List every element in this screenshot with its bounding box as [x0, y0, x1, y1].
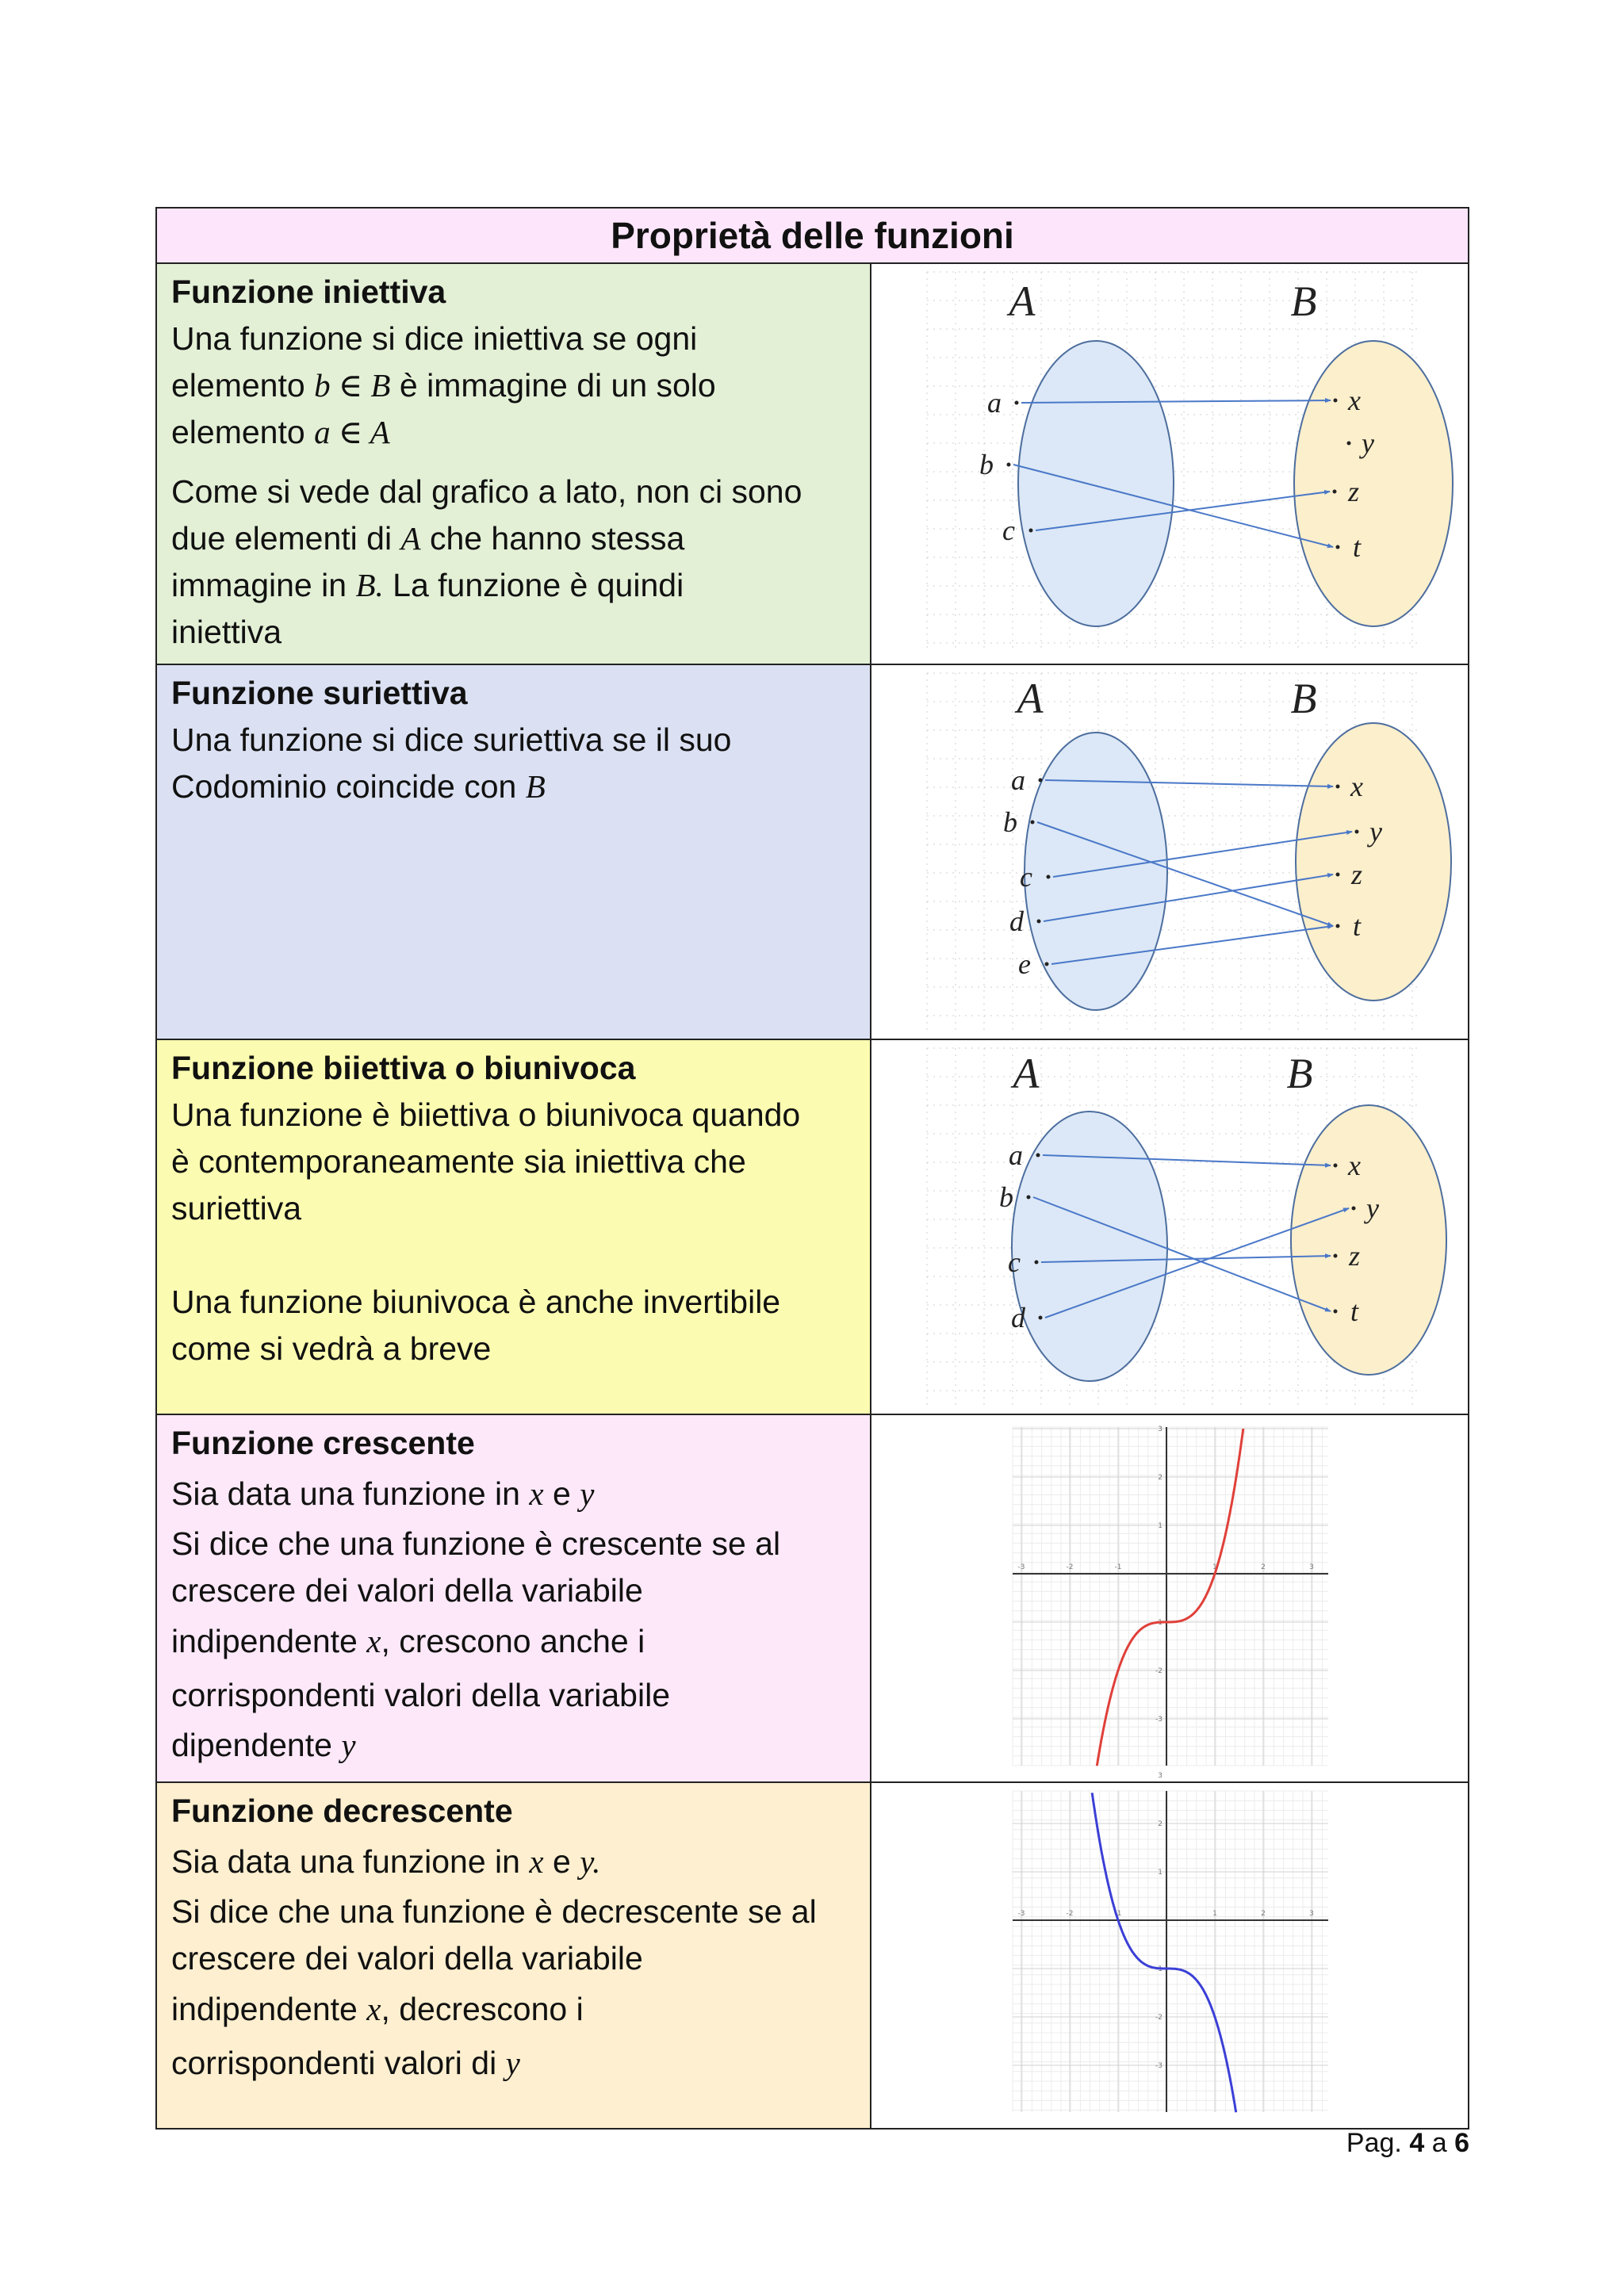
codomain-point: [1336, 924, 1340, 928]
domain-element: c: [1008, 1246, 1021, 1278]
codomain-point: [1355, 830, 1359, 834]
line: Sia data una funzione in x e y.: [171, 1843, 601, 1880]
diagram-suriettiva: [871, 665, 1468, 1039]
set-a-label: A: [1017, 675, 1044, 722]
codomain-element: t: [1352, 910, 1362, 942]
set-b-label: B: [1286, 1050, 1313, 1097]
codomain-element: z: [1350, 859, 1363, 890]
set-b-label: B: [1290, 277, 1317, 325]
x-tick-label: -3: [1017, 1910, 1025, 1918]
line: indipendente x, crescono anche i: [171, 1623, 645, 1659]
line: Si dice che una funzione è crescente se al: [171, 1525, 781, 1562]
domain-point: [1039, 779, 1043, 783]
row-crescente: [157, 1415, 1468, 1783]
x-tick-label: 3: [1309, 1910, 1314, 1918]
graph-increasing-function: [871, 1415, 1469, 1781]
codomain-element: x: [1350, 771, 1363, 802]
domain-element: d: [1009, 905, 1024, 937]
domain-element: c: [1020, 861, 1032, 893]
mapping-diagram-iniettiva: [871, 264, 1469, 664]
line: dipendente y: [171, 1727, 356, 1763]
domain-point: [1029, 529, 1033, 533]
x-tick-label: -1: [1114, 1563, 1122, 1571]
graph-decrescente: [871, 1772, 1468, 2128]
diagram-biiettiva: [871, 1040, 1468, 1414]
mapping-diagram-biiettiva: [871, 1040, 1469, 1414]
graph-crescente: [871, 1415, 1468, 1781]
line: Sia data una funzione in x e y: [171, 1475, 595, 1512]
set-a-label: A: [1013, 1050, 1040, 1097]
line: crescere dei valori della variabile: [171, 1940, 643, 1976]
line: corrispondenti valori della variabile: [171, 1677, 670, 1713]
codomain-point: [1347, 442, 1351, 446]
set-b-ellipse: [1294, 341, 1453, 626]
domain-point: [1031, 821, 1035, 825]
codomain-point: [1334, 1254, 1338, 1258]
graph-grid: [1013, 1427, 1328, 1766]
domain-element: b: [979, 449, 994, 480]
x-tick-label: 1: [1212, 1563, 1217, 1571]
domain-point: [1039, 1316, 1043, 1320]
heading-suriettiva: Funzione suriettiva: [171, 675, 468, 711]
line: indipendente x, decrescono i: [171, 1991, 584, 2027]
domain-element: a: [1009, 1139, 1023, 1171]
row-suriettiva: [157, 665, 1468, 1040]
properties-table: [155, 207, 1469, 2130]
line: elemento b ∈ B è immagine di un solo: [171, 367, 716, 404]
graph-decreasing-function: [871, 1772, 1469, 2126]
line: Una funzione si dice suriettiva se il suo: [171, 721, 732, 758]
x-tick-label: -2: [1066, 1910, 1074, 1918]
graph-grid: [1013, 1791, 1328, 2112]
x-tick-label: 3: [1309, 1563, 1314, 1571]
line: immagine in B. La funzione è quindi: [171, 567, 684, 603]
y-tick-label: -1: [1155, 1965, 1162, 1973]
line: Una funzione si dice iniettiva se ogni: [171, 320, 698, 357]
line: Come si vede dal grafico a lato, non ci sono: [171, 473, 802, 510]
domain-element: e: [1018, 948, 1031, 980]
domain-point: [1047, 875, 1051, 879]
y-tick-label: -3: [1155, 2062, 1162, 2070]
domain-point: [1007, 463, 1011, 467]
codomain-element: z: [1347, 476, 1360, 507]
y-tick-label: 3: [1158, 1425, 1162, 1433]
row-iniettiva: [157, 264, 1468, 665]
y-tick-label: 1: [1158, 1869, 1162, 1877]
codomain-element: x: [1348, 1150, 1361, 1181]
text-iniettiva: [157, 264, 871, 664]
domain-point: [1045, 962, 1049, 966]
text-biiettiva: [157, 1040, 871, 1414]
line: Codominio coincide con B: [171, 768, 546, 805]
x-tick-label: -2: [1066, 1563, 1074, 1571]
y-tick-label: -2: [1155, 2014, 1162, 2022]
domain-element: b: [999, 1181, 1013, 1213]
text-crescente: [157, 1415, 871, 1781]
line: come si vedrà a breve: [171, 1330, 492, 1367]
line: è contemporaneamente sia iniettiva che: [171, 1143, 746, 1180]
set-a-ellipse: [1018, 341, 1174, 626]
codomain-element: y: [1366, 1192, 1379, 1224]
codomain-element: t: [1352, 531, 1362, 563]
set-b-ellipse: [1296, 723, 1451, 1001]
domain-element: a: [1011, 764, 1025, 796]
line: crescere dei valori della variabile: [171, 1572, 643, 1609]
codomain-point: [1334, 1310, 1338, 1314]
heading-crescente: Funzione crescente: [171, 1425, 475, 1461]
y-tick-label: -2: [1155, 1667, 1162, 1675]
domain-point: [1037, 920, 1041, 924]
y-tick-label: -1: [1155, 1619, 1162, 1627]
mapping-diagram-suriettiva: [871, 665, 1469, 1039]
set-b-label: B: [1290, 675, 1317, 722]
domain-element: b: [1003, 806, 1017, 838]
heading-biiettiva: Funzione biiettiva o biunivoca: [171, 1050, 636, 1086]
heading-decrescente: Funzione decrescente: [171, 1793, 513, 1829]
diagram-iniettiva: [871, 264, 1468, 664]
set-b-ellipse: [1291, 1105, 1446, 1375]
text-suriettiva: [157, 665, 871, 1039]
domain-element: c: [1002, 515, 1015, 546]
x-tick-label: -1: [1114, 1910, 1122, 1918]
set-a-ellipse: [1012, 1112, 1167, 1381]
page-footer: Pag. 4 a 6: [1346, 2128, 1469, 2158]
codomain-point: [1334, 1164, 1338, 1168]
codomain-element: z: [1348, 1240, 1361, 1272]
domain-point: [1036, 1154, 1040, 1158]
line: Una funzione è biiettiva o biunivoca quando: [171, 1096, 801, 1133]
x-tick-label: -3: [1017, 1563, 1025, 1571]
codomain-point: [1334, 399, 1338, 403]
set-a-ellipse: [1025, 733, 1167, 1010]
row-decrescente: [157, 1772, 1468, 2128]
y-tick-label: 1: [1158, 1522, 1162, 1530]
table-title: Proprietà delle funzioni: [157, 209, 1468, 264]
codomain-point: [1336, 873, 1340, 877]
codomain-element: y: [1362, 427, 1374, 459]
row-biiettiva: [157, 1040, 1468, 1415]
y-tick-label: 2: [1158, 1474, 1162, 1482]
line: Una funzione biunivoca è anche invertibile: [171, 1284, 781, 1320]
x-tick-label: 2: [1261, 1563, 1266, 1571]
line: due elementi di A che hanno stessa: [171, 520, 685, 557]
set-a-label: A: [1009, 277, 1036, 325]
codomain-element: y: [1369, 816, 1382, 848]
domain-point: [1027, 1196, 1031, 1200]
function-curve: [1092, 1793, 1236, 2112]
y-tick-label: 2: [1158, 1820, 1162, 1828]
x-tick-label: 1: [1212, 1910, 1217, 1918]
line: elemento a ∈ A: [171, 414, 390, 450]
line: suriettiva: [171, 1190, 302, 1226]
y-tick-label: 3: [1158, 1772, 1162, 1780]
domain-point: [1015, 401, 1019, 405]
domain-point: [1035, 1261, 1039, 1265]
line: Si dice che una funzione è decrescente se al: [171, 1893, 817, 1930]
domain-element: a: [987, 387, 1002, 419]
y-tick-label: -3: [1155, 1716, 1162, 1724]
heading-iniettiva: Funzione iniettiva: [171, 274, 446, 310]
codomain-element: x: [1348, 385, 1361, 416]
x-tick-label: 2: [1261, 1910, 1266, 1918]
codomain-point: [1352, 1207, 1356, 1211]
codomain-point: [1336, 545, 1340, 549]
line: corrispondenti valori di y: [171, 2045, 520, 2081]
codomain-point: [1336, 785, 1340, 789]
line: iniettiva: [171, 614, 282, 650]
domain-element: d: [1011, 1302, 1025, 1334]
codomain-element: t: [1350, 1295, 1359, 1327]
codomain-point: [1333, 490, 1337, 494]
text-decrescente: [157, 1783, 871, 2128]
